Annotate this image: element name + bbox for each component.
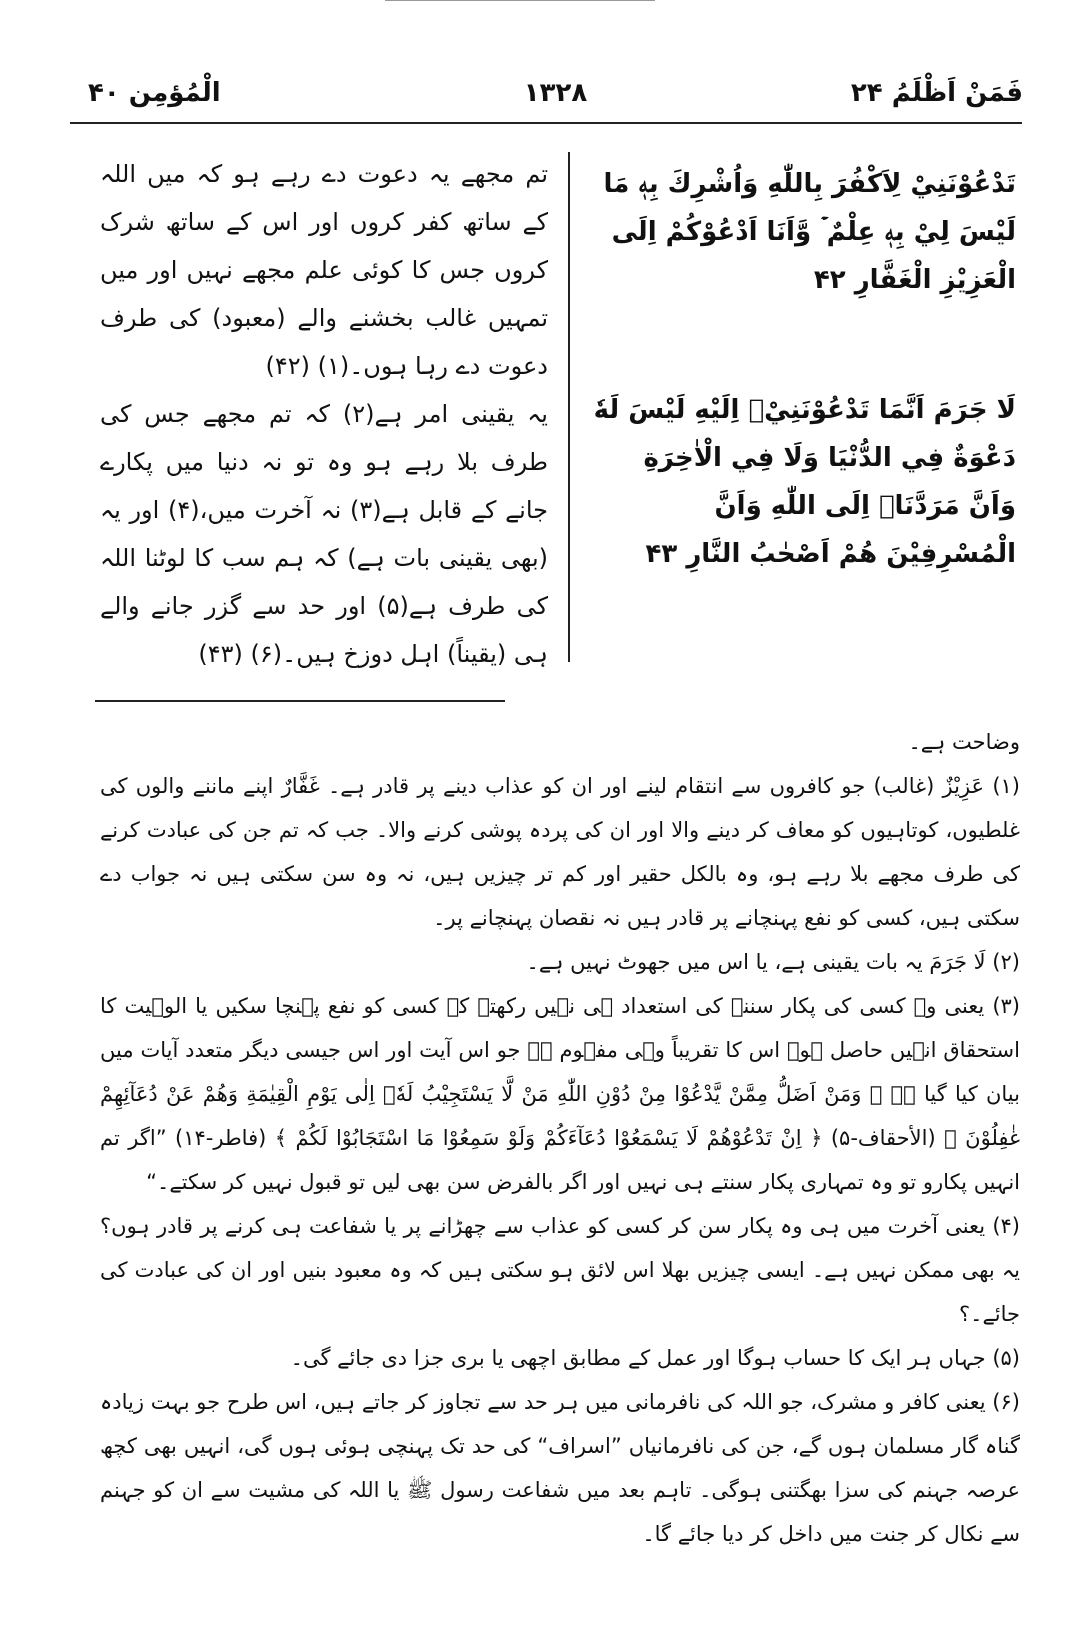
page-header: [88, 78, 1023, 118]
footnote-rule: [95, 700, 505, 702]
arabic-column: [592, 160, 1016, 660]
footnote-6: (۶) یعنی کافر و مشرک، جو اللہ کی نافرمانی میں ہر حد سے تجاوز کر جاتے ہیں، اس طرح جو بہت زیادہ گناہ گار مسلمان ہوں گے، جن کی نافرمانیاں ”اسراف“ کی حد تک پہنچی ہوئی ہوں گی، انہیں بھی کچھ عرصہ جہنم کی سزا بھگتنی ہوگی۔ تاہم بعد میں شفاعت رسول ﷺ یا اللہ کی مشیت سے ان کو جہنم سے نکال کر جنت میں داخل کر دیا جائے گا۔: [100, 1390, 1020, 1546]
footnote-1: (۱) عَزِیْزٌ (غالب) جو کافروں سے انتقام لینے اور ان کو عذاب دینے پر قادر ہے۔ غَفَّارٌ اپنے ماننے والوں کی غلطیوں، کوتاہیوں کو معاف کر دینے والا اور ان کی پردہ پوشی کرنے والا۔ جب کہ تم جن کی عبادت کرنے کی طرف مجھے بلا رہے ہو، وہ بالکل حقیر اور کم تر چیزیں ہیں، نہ وہ سن سکتی ہیں نہ جواب دے سکتی ہیں، کسی کو نفع پہنچانے پر قادر ہیں نہ نقصان پہنچانے پر۔: [100, 774, 1020, 930]
footnote-intro: وضاحت ہے۔: [908, 730, 1020, 754]
verse-43-arabic: لَا جَرَمَ اَنَّمَا تَدْعُوْنَنِيْۤ اِلَيْهِ لَيْسَ لَهٗ دَعْوَةٌ فِي الدُّنْيَا وَلَا فِي الْاٰخِرَةِ وَاَنَّ مَرَدَّنَاۤ اِلَى اللّٰهِ وَاَنَّ الْمُسْرِفِيْنَ هُمْ اَصْحٰبُ النَّارِ ۴۳: [593, 395, 1016, 569]
verse-42-arabic: تَدْعُوْنَنِيْ لِاَكْفُرَ بِاللّٰهِ وَاُشْرِكَ بِهٖ مَا لَيْسَ لِيْ بِهٖ عِلْمٌ ۡ وَّاَنَا اَدْعُوْكُمْ اِلَى الْعَزِيْزِ الْغَفَّارِ ۴۲: [603, 169, 1016, 295]
footnotes: [100, 720, 1020, 1556]
para-name: فَمَنْ اَظْلَمُ ۲۴: [850, 78, 1023, 108]
footnote-2: (۲) لَا جَرَمَ یہ بات یقینی ہے، یا اس میں جھوٹ نہیں ہے۔: [526, 950, 1020, 974]
translation-column: [100, 150, 548, 678]
verse-43-translation: یہ یقینی امر ہے(۲) کہ تم مجھے جس کی طرف بلا رہے ہو وہ تو نہ دنیا میں پکارے جانے کے قابل ہے(۳) نہ آخرت میں،(۴) اور یہ (بھی یقینی بات ہے) کہ ہم سب کا لوٹنا اللہ کی طرف ہے(۵) اور حد سے گزر جانے والے ہی (یقیناً) اہل دوزخ ہیں۔(۶) (۴۳): [100, 400, 548, 668]
verse-42-translation: تم مجھے یہ دعوت دے رہے ہو کہ میں اللہ کے ساتھ کفر کروں اور اس کے ساتھ شرک کروں جس کا کوئی علم مجھے نہیں اور میں تمہیں غالب بخشنے والے (معبود) کی طرف دعوت دے رہا ہوں۔(۱) (۴۲): [100, 160, 548, 380]
page-number: ۱۳۲۸: [523, 78, 588, 108]
scan-edge-line: [385, 0, 655, 1]
footnote-4: (۴) یعنی آخرت میں ہی وہ پکار سن کر کسی کو عذاب سے چھڑانے پر یا شفاعت ہی کرنے پر قادر ہوں؟ یہ بھی ممکن نہیں ہے۔ ایسی چیزیں بھلا اس لائق ہو سکتی ہیں کہ وہ معبود بنیں اور ان کی عبادت کی جائے۔؟: [100, 1214, 1020, 1326]
surah-name: الْمُؤمِن ۴۰: [88, 78, 221, 108]
column-divider: [568, 152, 570, 662]
header-rule: [70, 122, 1022, 124]
footnote-3: (۳) یعنی وہ کسی کی پکار سننے کی استعداد ہی نہیں رکھتے کہ کسی کو نفع پہنچا سکیں یا الوہیت کا استحقاق انہیں حاصل ہو۔ اس کا تقریباً وہی مفہوم ہے جو اس آیت اور اس جیسی دیگر متعدد آیات میں بیان کیا گیا ہے ﴿ وَمَنْ اَضَلُّ مِمَّنْ يَّدْعُوْا مِنْ دُوْنِ اللّٰهِ مَنْ لَّا يَسْتَجِيْبُ لَهٗۤ اِلٰى يَوْمِ الْقِيٰمَةِ وَهُمْ عَنْ دُعَآئِهِمْ غٰفِلُوْنَ ﴾ (الأحقاف-۵) ﴿ اِنْ تَدْعُوْهُمْ لَا يَسْمَعُوْا دُعَآءَكُمْ وَلَوْ سَمِعُوْا مَا اسْتَجَابُوْا لَكُمْ ﴾ (فاطر-۱۴) ”اگر تم انہیں پکارو تو وہ تمہاری پکار سنتے ہی نہیں اور اگر بالفرض سن بھی لیں تو قبول نہیں کر سکتے۔“: [100, 994, 1021, 1194]
footnote-5: (۵) جہاں ہر ایک کا حساب ہوگا اور عمل کے مطابق اچھی یا بری جزا دی جائے گی۔: [290, 1346, 1020, 1370]
